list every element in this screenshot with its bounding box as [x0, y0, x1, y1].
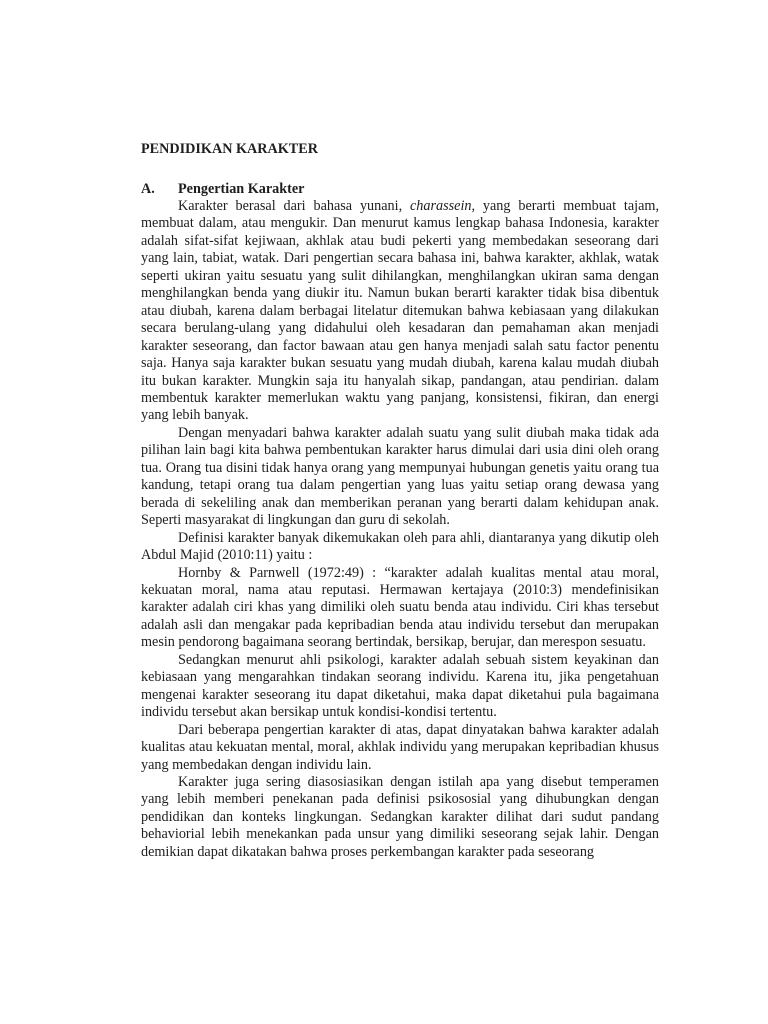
paragraph-3: Definisi karakter banyak dikemukakan oleh para ahli, diantaranya yang dikutip oleh Abdul Majid (2010:11) yaitu : [141, 529, 659, 564]
section-heading [141, 181, 659, 198]
italic-term: charassein, [410, 198, 476, 214]
section-heading-text: Pengertian Karakter [178, 181, 305, 197]
paragraph-7: Karakter juga sering diasosiasikan dengan istilah apa yang disebut temperamen yang lebih memberi penekanan pada definisi psikososial yang dihubungkan dengan pendidikan dan konteks lingkungan. Sedangkan karakter dilihat dari sudut pandang behaviorial lebih menekankan pada unsur yang dimiliki seseorang sejak lahir. Dengan demikian dapat dikatakan bahwa proses perkembangan karakter pada seseorang [141, 773, 659, 860]
paragraph-1-text-rest: yang berarti membuat tajam, membuat dalam, atau mengukir. Dan menurut kamus lengkap bahasa Indonesia, karakter adalah sifat-sifat kejiwaan, akhlak atau budi pekerti yang membedakan seseorang dari yang lain, tabiat, watak. Dari pengertian secara bahasa ini, bahwa karakter, akhlak, watak seperti ukiran yaitu sesuatu yang sulit dihilangkan, menghilangkan ukiran sama dengan menghilangkan benda yang diukir itu. Namun bukan berarti karakter tidak bisa dibentuk atau diubah, karena dalam berbagai litelatur ditemukan bahwa kebiasaan yang dilakukan secara berulang-ulang yang didahului oleh kesadaran dan pemahaman akan menjadi karakter seseorang, dan factor bawaan atau gen hanya menjadi salah satu factor penentu saja. Hanya saja karakter bukan sesuatu yang mudah diubah, karena kalau mudah diubah itu bukan karakter. Mungkin saja itu hanyalah sikap, pandangan, atau pendirian. dalam membentuk karakter memerlukan waktu yang panjang, konsistensi, fikiran, dan energi yang lebih banyak. [141, 198, 659, 424]
document-body [141, 140, 659, 861]
paragraph-2: Dengan menyadari bahwa karakter adalah suatu yang sulit diubah maka tidak ada pilihan lain bagi kita bahwa pembentukan karakter harus dimulai dari usia dini oleh orang tua. Orang tua disini tidak hanya orang yang mempunyai hubungan genetis yaitu orang tua kandung, tetapi orang tua dalam pengertian yang luas yaitu setiap orang dewasa yang berada di sekeliling anak dan memberikan peranan yang berarti dalam kehidupan anak. Seperti masyarakat di lingkungan dan guru di sekolah. [141, 424, 659, 529]
document-title: PENDIDIKAN KARAKTER [141, 141, 318, 157]
paragraph-5: Sedangkan menurut ahli psikologi, karakter adalah sebuah sistem keyakinan dan kebiasaan yang mengarahkan tindakan seorang individu. Karena itu, jika pengetahuan mengenai karakter seseorang itu dapat diketahui, maka dapat diketahui pula bagaimana individu tersebut akan bersikap untuk kondisi-kondisi tertentu. [141, 651, 659, 721]
paragraph-1 [141, 198, 659, 425]
paragraph-4: Hornby & Parnwell (1972:49) : “karakter adalah kualitas mental atau moral, kekuatan moral, nama atau reputasi. Hermawan kertajaya (2010:3) mendefinisikan karakter adalah ciri khas yang dimiliki oleh suatu benda atau individu. Ciri khas tersebut adalah asli dan mengakar pada kepribadian benda atau individu tersebut dan merupakan mesin pendorong bagaimana seorang bertindak, bersikap, berujar, dan merespon sesuatu. [141, 564, 659, 651]
paragraph-6: Dari beberapa pengertian karakter di atas, dapat dinyatakan bahwa karakter adalah kualitas atau kekuatan mental, moral, akhlak individu yang merupakan kepribadian khusus yang membedakan dengan individu lain. [141, 721, 659, 773]
section-letter: A. [141, 181, 155, 197]
paragraph-1-text-start: Karakter berasal dari bahasa yunani, [178, 198, 410, 214]
